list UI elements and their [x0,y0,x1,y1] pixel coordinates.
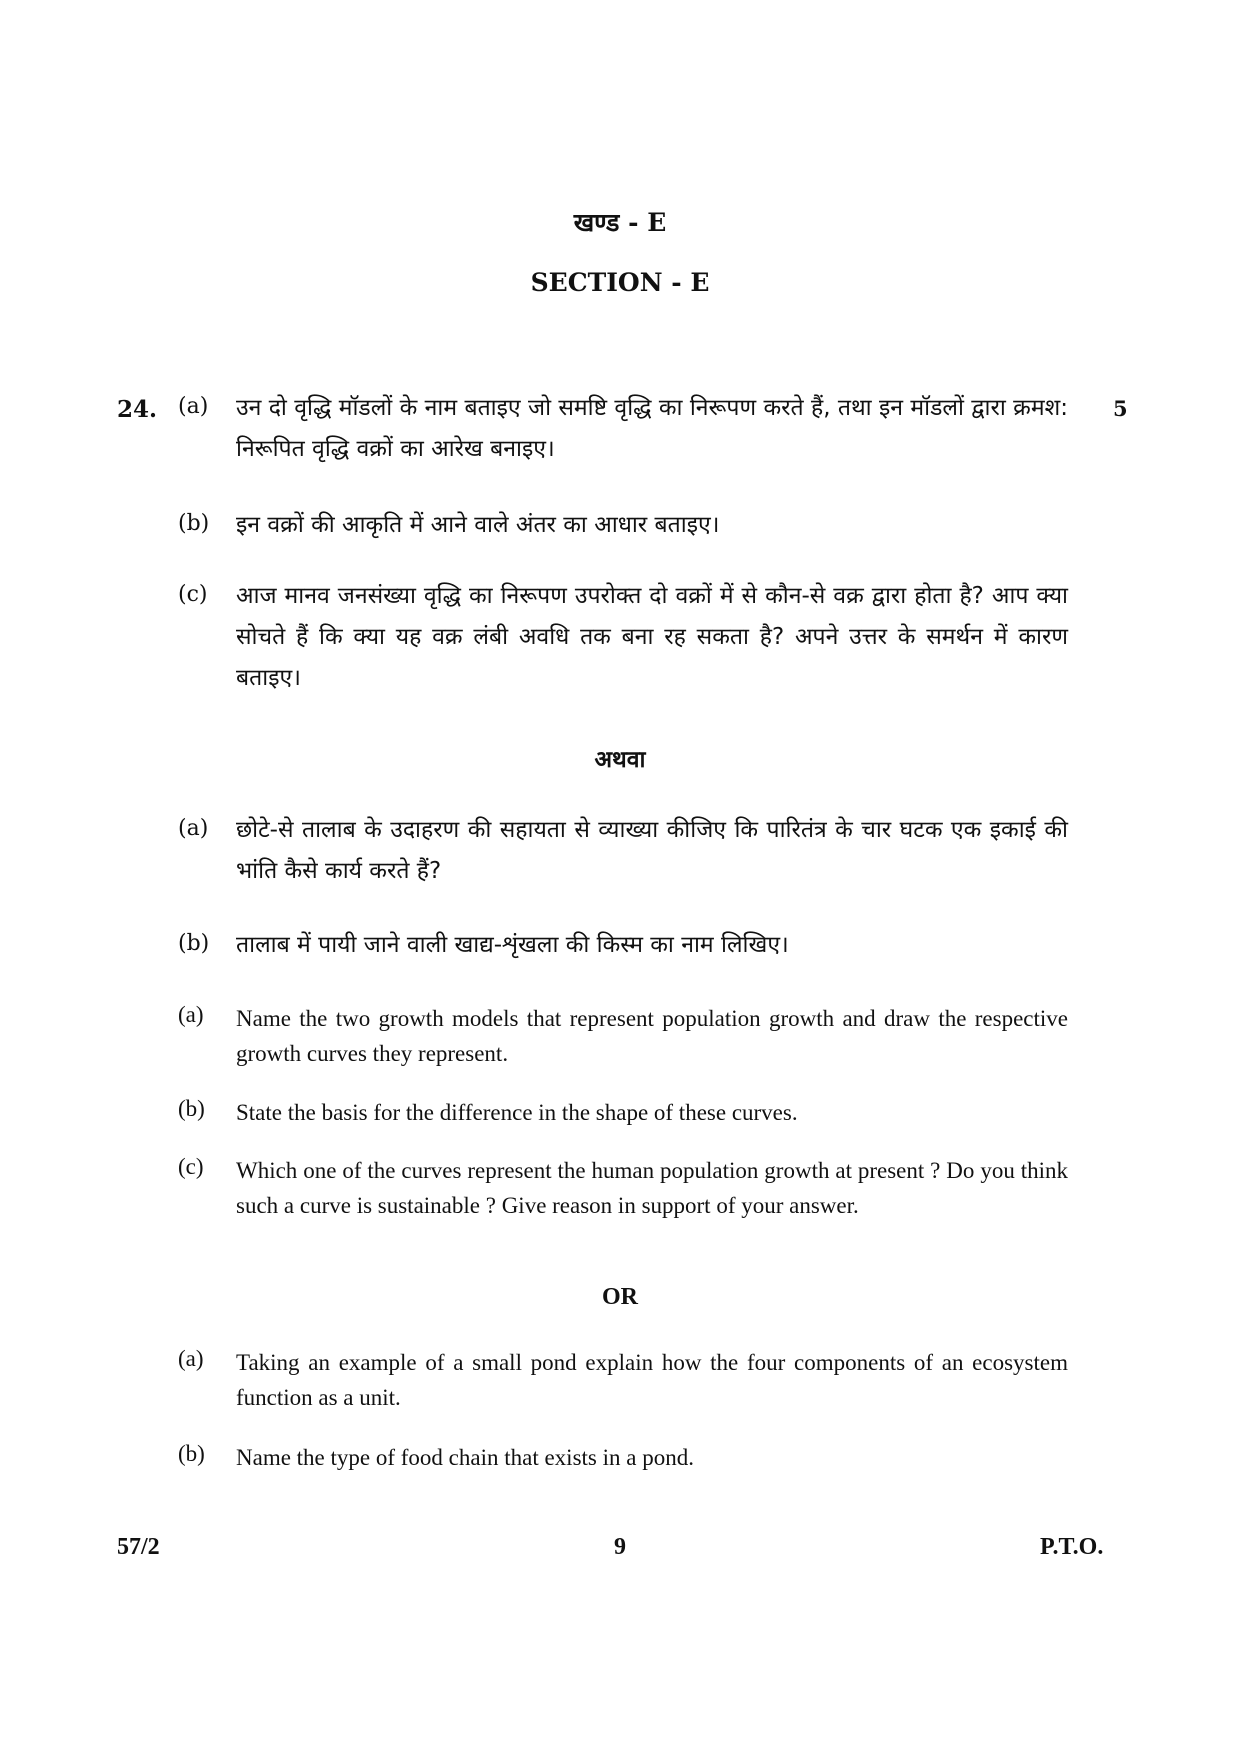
section-heading-english: SECTION - E [530,268,710,297]
part-text: Taking an example of a small pond explain how the four components of an ecosystem function as a unit. [236,1350,1068,1410]
part-text: इन वक्रों की आकृति में आने वाले अंतर का आधार बताइए। [236,512,720,538]
part-text: तालाब में पायी जाने वाली खाद्य-शृंखला की किस्म का नाम लिखिए। [236,932,789,958]
part-label: (a) [178,1346,204,1371]
part-label: (c) [178,582,208,607]
part-label: (a) [178,394,209,419]
or-divider-english: OR [602,1284,638,1310]
question-number: 24. [117,396,158,423]
page-number: 9 [614,1534,626,1560]
part-label: (b) [178,1441,205,1466]
part-label: (b) [178,931,210,956]
part-text: Name the two growth models that represent population growth and draw the respective growth curves they represent. [236,1006,1068,1066]
question-marks: 5 [1113,396,1128,421]
pto-label: P.T.O. [1040,1534,1104,1560]
part-text: उन दो वृद्धि मॉडलों के नाम बताइए जो समष्टि वृद्धि का निरूपण करते हैं, तथा इन मॉडलों द्वारा क्रमश: निरूपित वृद्धि वक्रों का आरेख बनाइए। [236,395,1068,462]
section-heading-hindi: खण्ड - E [573,208,667,237]
part-text: छोटे-से तालाब के उदाहरण की सहायता से व्याख्या कीजिए कि पारितंत्र के चार घटक एक इकाई की भांति कैसे कार्य करते हैं? [236,817,1068,884]
part-text: आज मानव जनसंख्या वृद्धि का निरूपण उपरोक्त दो वक्रों में से कौन-से वक्र द्वारा होता है? आप क्या सोचते हैं कि क्या यह वक्र लंबी अवधि तक बना रह सकता है? अपने उत्तर के समर्थन में कारण बताइए। [236,583,1068,691]
part-label: (c) [178,1154,204,1179]
part-text: Name the type of food chain that exists in a pond. [236,1445,694,1470]
part-label: (a) [178,1002,204,1027]
part-label: (a) [178,816,209,841]
part-text: Which one of the curves represent the human population growth at present ? Do you think such a curve is sustainable ? Give reason in support of your answer. [236,1158,1068,1218]
part-label: (b) [178,511,210,536]
part-text: State the basis for the difference in the shape of these curves. [236,1100,798,1125]
paper-code: 57/2 [117,1534,160,1560]
or-divider-hindi: अथवा [594,747,646,773]
part-label: (b) [178,1096,205,1121]
